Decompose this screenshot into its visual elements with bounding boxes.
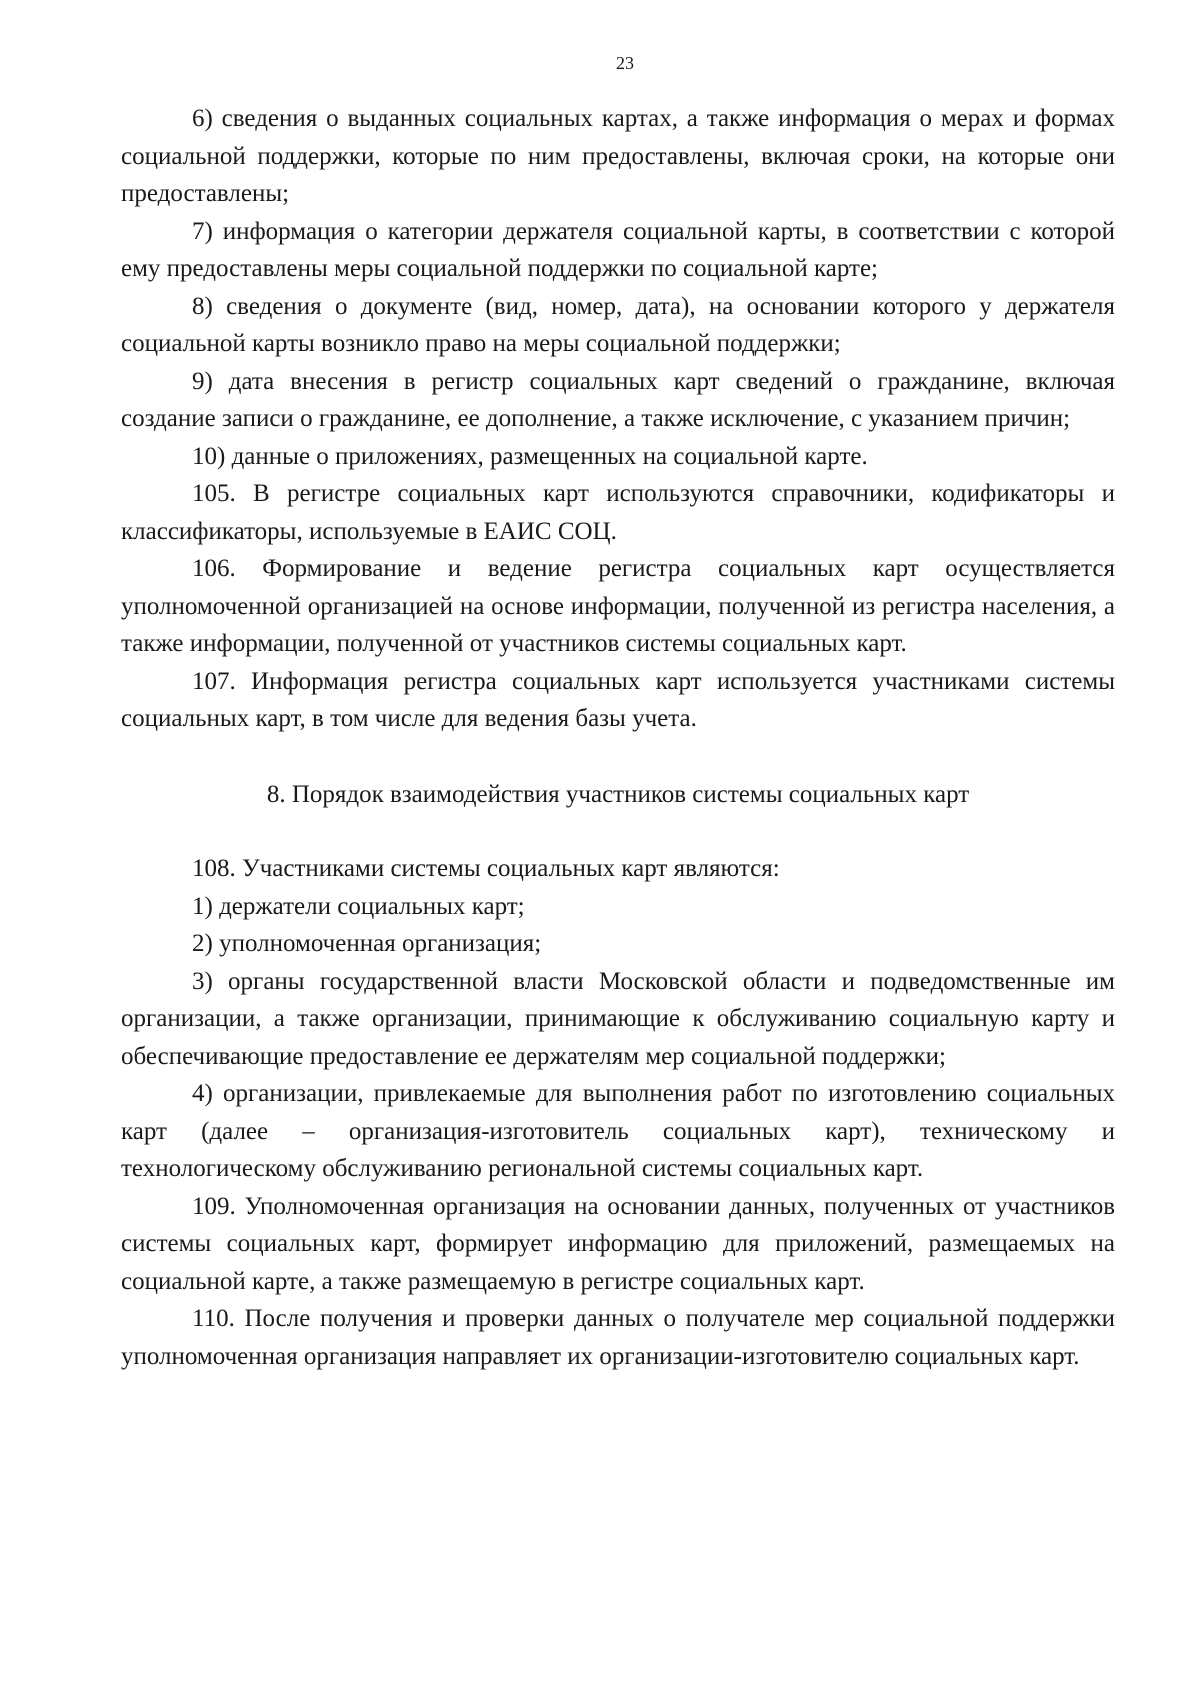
document-body bbox=[121, 100, 1115, 1375]
paragraph: 110. После получения и проверки данных о получателе мер социальной поддержки уполномоченная организация направляет их организации-изготовителю социальных карт. bbox=[121, 1305, 1115, 1370]
paragraph: 7) информация о категории держателя социальной карты, в соответствии с которой ему предоставлены меры социальной поддержки по социальной карте; bbox=[121, 217, 1115, 282]
paragraph: 1) держатели социальных карт; bbox=[192, 892, 525, 920]
page-number: 23 bbox=[616, 53, 634, 73]
paragraph: 3) органы государственной власти Московской области и подведомственные им организации, а также организации, принимающие к обслуживанию социальную карту и обеспечивающие предоставление ее держателям мер социальной поддержки; bbox=[121, 967, 1115, 1070]
section-heading: 8. Порядок взаимодействия участников системы социальных карт bbox=[266, 780, 970, 808]
paragraph: 109. Уполномоченная организация на основании данных, полученных от участников системы социальных карт, формирует информацию для приложений, размещаемых на социальной карте, а также размещаемую в регистре социальных карт. bbox=[121, 1192, 1115, 1295]
paragraph: 4) организации, привлекаемые для выполнения работ по изготовлению социальных карт (далее – организация-изготовитель социальных карт), техническому и технологическому обслуживанию региональной системы социальных карт. bbox=[121, 1080, 1115, 1182]
paragraph: 106. Формирование и ведение регистра социальных карт осуществляется уполномоченной организацией на основе информации, полученной из регистра населения, а также информации, полученной от участников системы социальных карт. bbox=[121, 555, 1115, 657]
paragraph: 107. Информация регистра социальных карт используется участниками системы социальных карт, в том числе для ведения базы учета. bbox=[121, 667, 1115, 732]
paragraph: 6) сведения о выданных социальных картах, а также информация о мерах и формах социальной поддержки, которые по ним предоставлены, включая сроки, на которые они предоставлены; bbox=[121, 105, 1115, 207]
paragraph: 9) дата внесения в регистр социальных карт сведений о гражданине, включая создание записи о гражданине, ее дополнение, а также исключение, с указанием причин; bbox=[121, 367, 1115, 432]
paragraph: 108. Участниками системы социальных карт являются: bbox=[192, 855, 780, 882]
paragraph: 2) уполномоченная организация; bbox=[192, 930, 542, 957]
paragraph: 10) данные о приложениях, размещенных на социальной карте. bbox=[192, 442, 868, 470]
paragraph: 105. В регистре социальных карт используются справочники, кодификаторы и классификаторы, используемые в ЕАИС СОЦ. bbox=[121, 480, 1115, 545]
paragraph: 8) сведения о документе (вид, номер, дата), на основании которого у держателя социальной карты возникло право на меры социальной поддержки; bbox=[121, 292, 1115, 357]
